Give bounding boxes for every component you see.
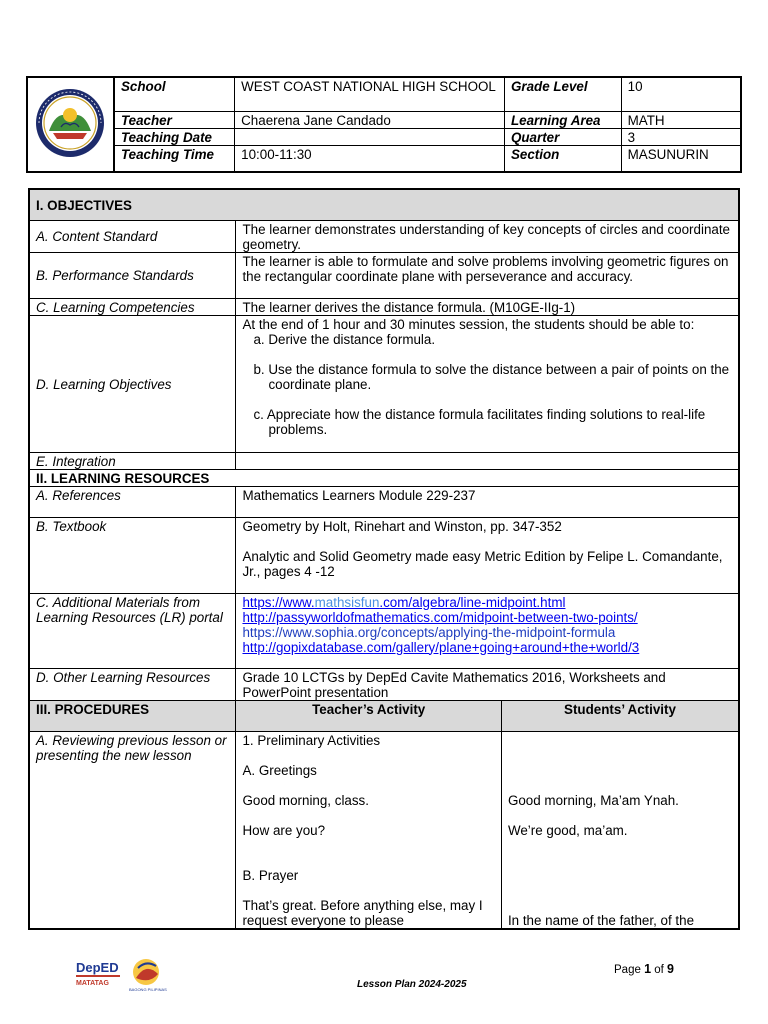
quarter-value: 3 (621, 128, 741, 145)
textbook-cell (236, 517, 739, 593)
other-resources-text: Grade 10 LCTGs by DepEd Cavite Mathematics 2016, Worksheets and PowerPoint presentation (236, 668, 739, 700)
teacher-value: Chaerena Jane Candado (235, 111, 505, 128)
link-sophia[interactable]: https://www.sophia.org/concepts/applying-the-midpoint-formula (242, 624, 616, 640)
learning-resources-title: II. LEARNING RESOURCES (29, 469, 739, 486)
header-table (26, 76, 742, 173)
learning-objective-item: c. Appreciate how the distance formula facilitates finding solutions to real-life problems. (253, 406, 706, 437)
content-standard-label: A. Content Standard (29, 220, 236, 252)
school-logo-cell (27, 77, 114, 172)
school-label: School (114, 77, 235, 111)
other-resources-label: D. Other Learning Resources (29, 668, 236, 700)
svg-text:BAGONG PILIPINAS: BAGONG PILIPINAS (129, 987, 167, 992)
student-line: In the name of the father, of the (507, 912, 695, 928)
teacher-line: 1. Preliminary Activities (242, 732, 381, 748)
svg-text:MATATAG: MATATAG (76, 980, 109, 987)
references-text: Mathematics Learners Module 229-237 (236, 486, 739, 517)
additional-materials-cell (236, 593, 739, 668)
performance-standards-text: The learner is able to formulate and solve problems involving geometric figures on the rectangular coordinate plane with perseverance and accuracy. (236, 252, 739, 298)
teaching-date-value (235, 128, 505, 145)
learning-objective-item: a. Derive the distance formula. (253, 331, 436, 347)
textbook-label: B. Textbook (29, 517, 236, 593)
teaching-time-value: 10:00-11:30 (235, 145, 505, 172)
references-label: A. References (29, 486, 236, 517)
procedures-title: III. PROCEDURES (29, 700, 236, 731)
integration-text (236, 452, 739, 469)
school-value: WEST COAST NATIONAL HIGH SCHOOL (235, 77, 505, 111)
page-number: Page 1 of 9 (614, 962, 674, 976)
textbook-text-2: Analytic and Solid Geometry made easy Metric Edition by Felipe L. Comandante, Jr., pages 4 -12 (242, 548, 723, 579)
lesson-plan-table (28, 188, 740, 930)
section-label: Section (504, 145, 621, 172)
grade-level-value: 10 (621, 77, 741, 111)
learning-objective-item: b. Use the distance formula to solve the distance between a pair of points on the coordinate plane. (253, 361, 730, 392)
textbook-text-1: Geometry by Holt, Rinehart and Winston, pp. 347-352 (242, 518, 562, 534)
learning-objectives-label: D. Learning Objectives (29, 315, 236, 452)
learning-competencies-text: The learner derives the distance formula. (M10GE-IIg-1) (236, 298, 739, 315)
teacher-label: Teacher (114, 111, 235, 128)
learning-area-value: MATH (621, 111, 741, 128)
grade-level-label: Grade Level (504, 77, 621, 111)
teacher-line: That’s great. Before anything else, may I request everyone to please (242, 897, 483, 928)
teacher-line: Good morning, class. (242, 792, 369, 808)
students-activity-cell (501, 731, 739, 929)
teacher-line: B. Prayer (242, 867, 299, 883)
content-standard-text: The learner demonstrates understanding of key concepts of circles and coordinate geometry. (236, 220, 739, 252)
student-line: Good morning, Ma’am Ynah. (507, 792, 679, 808)
integration-label: E. Integration (29, 452, 236, 469)
reviewing-lesson-label: A. Reviewing previous lesson or presenting the new lesson (29, 731, 236, 929)
teacher-activity-cell (236, 731, 501, 929)
objectives-title: I. OBJECTIVES (29, 189, 739, 220)
teacher-line: A. Greetings (242, 762, 317, 778)
learning-competencies-label: C. Learning Competencies (29, 298, 236, 315)
link-gopixdatabase[interactable]: http://gopixdatabase.com/gallery/plane+going+around+the+world/3 (242, 639, 640, 655)
performance-standards-label: B. Performance Standards (29, 252, 236, 298)
additional-materials-label: C. Additional Materials from Learning Resources (LR) portal (29, 593, 236, 668)
footer-doc-title: Lesson Plan 2024-2025 (357, 979, 467, 990)
link-mathsisfun[interactable]: https://www.mathsisfun.com/algebra/line-midpoint.html (242, 594, 566, 610)
quarter-label: Quarter (504, 128, 621, 145)
deped-matatag-logo-icon (74, 954, 174, 994)
teacher-activity-head: Teacher’s Activity (236, 700, 501, 731)
link-passyworld[interactable]: http://passyworldofmathematics.com/midpoint-between-two-points/ (242, 609, 638, 625)
teacher-line: How are you? (242, 822, 326, 838)
students-activity-head: Students’ Activity (501, 700, 739, 731)
svg-text:DepED: DepED (76, 960, 119, 975)
learning-objectives-cell (236, 315, 739, 452)
school-seal-icon (31, 87, 109, 159)
teaching-time-label: Teaching Time (114, 145, 235, 172)
teaching-date-label: Teaching Date (114, 128, 235, 145)
section-value: MASUNURIN (621, 145, 741, 172)
footer-logos (74, 954, 174, 994)
learning-area-label: Learning Area (504, 111, 621, 128)
learning-objectives-intro: At the end of 1 hour and 30 minutes session, the students should be able to: (242, 316, 695, 332)
student-line: We’re good, ma’am. (507, 822, 628, 838)
